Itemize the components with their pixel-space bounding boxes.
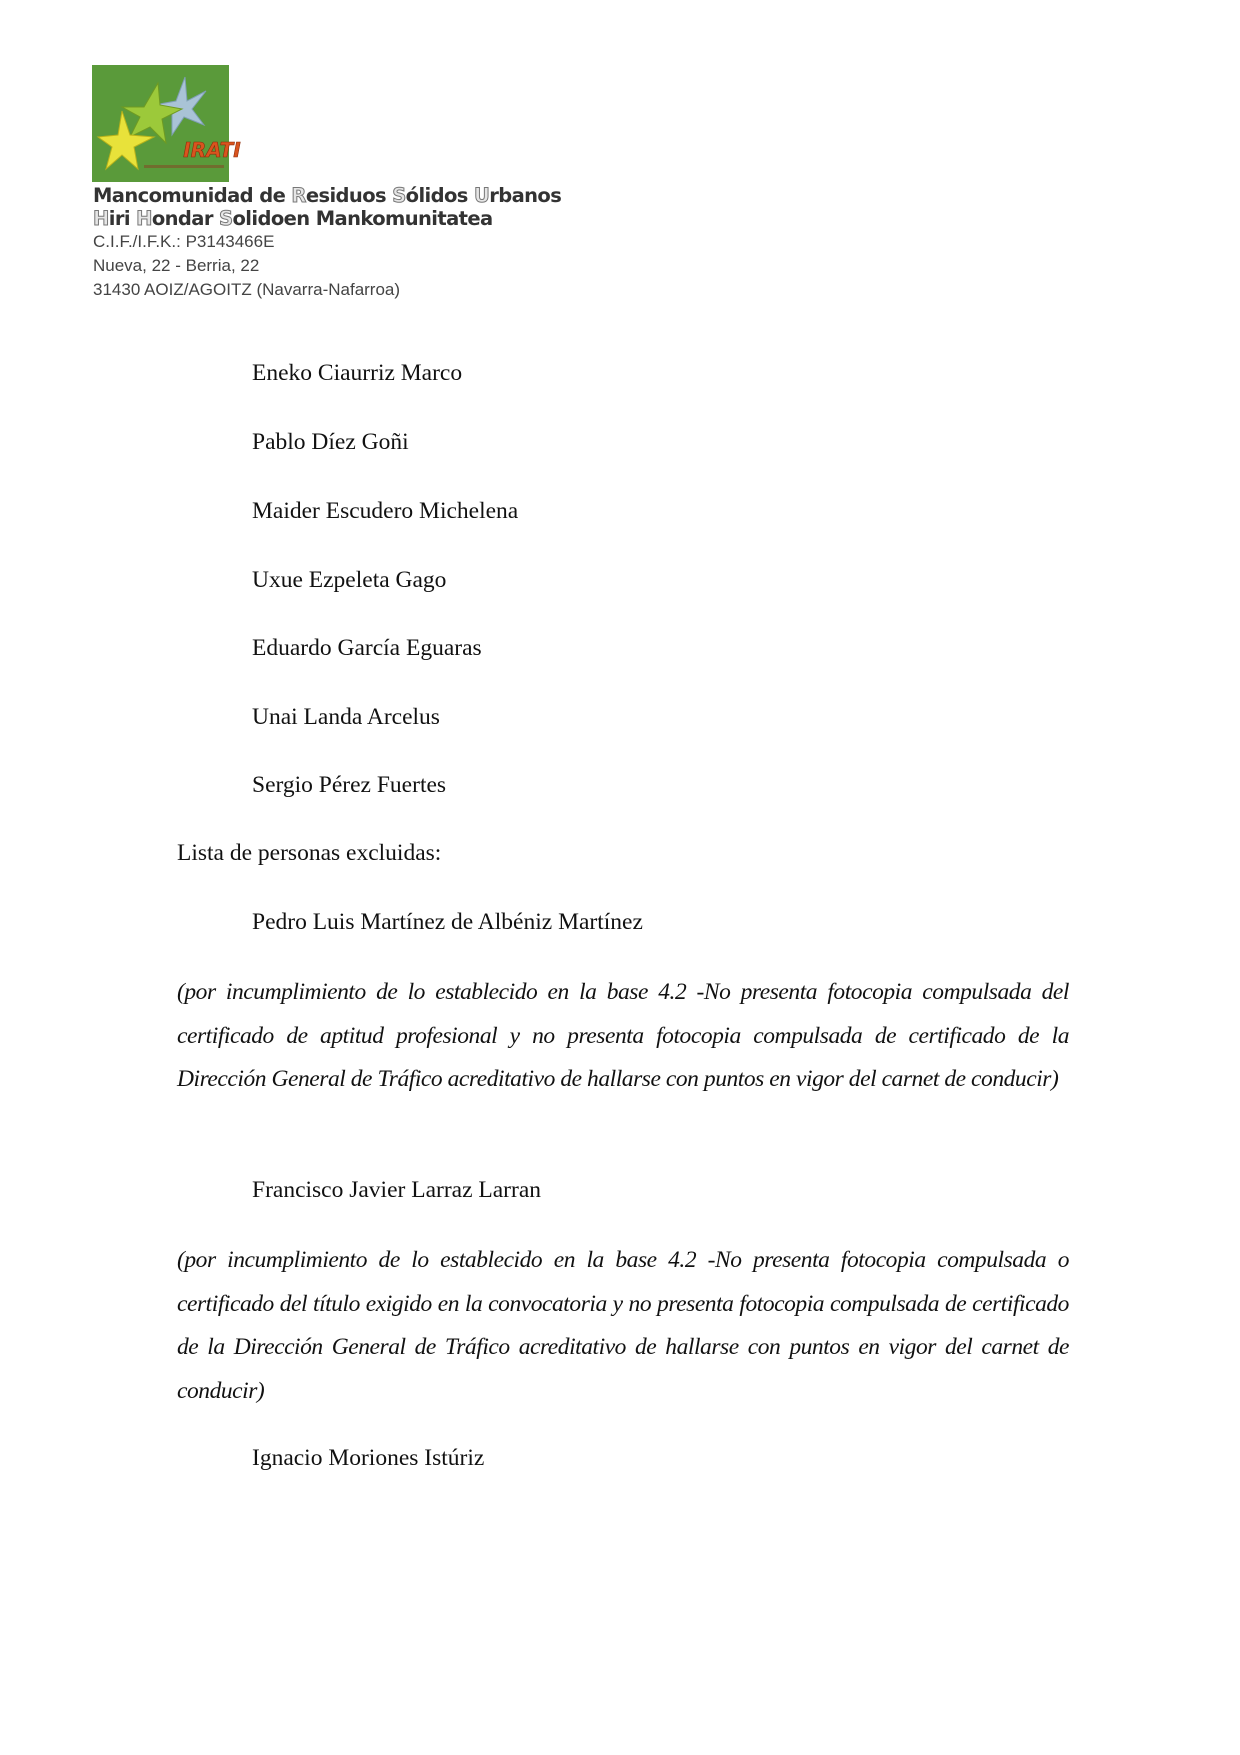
org-name-es-part: Mancomunidad de	[93, 184, 292, 207]
org-cif: C.I.F./I.F.K.: P3143466E	[93, 232, 275, 251]
org-name-es-part: rbanos	[489, 184, 562, 207]
admitted-name: Eduardo García Eguaras	[252, 635, 482, 661]
organization-header	[93, 184, 561, 302]
admitted-name: Uxue Ezpeleta Gago	[252, 567, 447, 593]
logo-text: IRATI	[183, 138, 241, 162]
org-name-eu	[93, 207, 561, 230]
excluded-heading: Lista de personas excluidas:	[177, 840, 442, 866]
org-name-es-initial: R	[291, 184, 306, 207]
org-name-es-part: ólidos	[405, 184, 474, 207]
exclusion-reason: (por incumplimiento de lo establecido en la base 4.2 -No presenta fotocopia compulsada del certificado de aptitud profesional y no presenta fotocopia compulsada de certificado de la Dirección General de Tráfico acreditativo de hallarse con puntos en vigor del carnet de conducir)	[177, 979, 1069, 1092]
org-address: Nueva, 22 - Berria, 22	[93, 256, 260, 275]
exclusion-reason: (por incumplimiento de lo establecido en la base 4.2 -No presenta fotocopia compulsada o certificado del título exigido en la convocatoria y no presenta fotocopia compulsada de certificado de la Dirección General de Tráfico acreditativo de hallarse con puntos en vigor del carnet de conducir)	[177, 1247, 1069, 1404]
admitted-name: Unai Landa Arcelus	[252, 704, 440, 730]
org-name-eu-initial: S	[219, 207, 233, 230]
org-name-es-initial: S	[392, 184, 406, 207]
org-name-eu-initial: H	[136, 207, 152, 230]
admitted-name: Maider Escudero Michelena	[252, 498, 519, 524]
org-city: 31430 AOIZ/AGOITZ (Navarra-Nafarroa)	[93, 280, 401, 299]
org-name-es-initial: U	[473, 184, 490, 207]
org-name-eu-initial: H	[93, 207, 109, 230]
org-name-eu-part: iri	[108, 207, 137, 230]
admitted-name: Eneko Ciaurriz Marco	[252, 360, 463, 386]
excluded-name: Francisco Javier Larraz Larran	[252, 1177, 542, 1203]
org-name-eu-part: ondar	[151, 207, 220, 230]
admitted-name: Sergio Pérez Fuertes	[252, 772, 447, 798]
excluded-name: Ignacio Moriones Istúriz	[252, 1445, 485, 1471]
org-name-es	[93, 184, 561, 207]
organization-logo	[92, 65, 241, 182]
excluded-name: Pedro Luis Martínez de Albéniz Martínez	[252, 909, 643, 935]
org-name-es-part: esiduos	[305, 184, 393, 207]
admitted-name: Pablo Díez Goñi	[252, 429, 409, 455]
org-name-eu-part: olidoen Mankomunitatea	[232, 207, 493, 230]
